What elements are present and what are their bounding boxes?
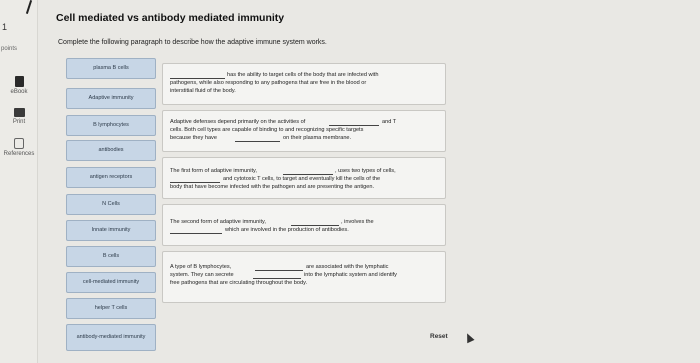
blank-8[interactable] bbox=[255, 265, 303, 271]
chip-antibody-mediated-immunity[interactable]: antibody-mediated immunity bbox=[66, 324, 156, 351]
blank-1[interactable] bbox=[170, 73, 225, 79]
panel5-text-3: system. They can secrete bbox=[170, 272, 234, 278]
print-label: Print bbox=[12, 119, 26, 125]
sentence-panel-2 bbox=[162, 110, 446, 152]
chip-innate-immunity[interactable]: Innate immunity bbox=[66, 220, 156, 241]
panel2-text-4: because they have bbox=[170, 135, 217, 141]
reset-button[interactable]: Reset bbox=[430, 333, 448, 340]
sentence-panel-3 bbox=[162, 157, 446, 199]
panel2-text-1: Adaptive defenses depend primarily on the activities of bbox=[170, 119, 306, 125]
blank-4[interactable] bbox=[283, 169, 333, 175]
blank-7[interactable] bbox=[170, 228, 222, 234]
sentence-panel-1 bbox=[162, 63, 446, 105]
chip-b-cells[interactable]: B cells bbox=[66, 246, 156, 267]
points-label: points bbox=[1, 46, 18, 52]
ebook-label: eBook bbox=[10, 89, 28, 95]
page-title: Cell mediated vs antibody mediated immunity bbox=[56, 12, 285, 24]
panel4-text-2: , involves the bbox=[341, 219, 374, 225]
panel3-text-4: body that have become infected with the pathogen and are presenting the antigen. bbox=[170, 184, 375, 190]
blank-6[interactable] bbox=[291, 220, 339, 226]
chip-plasma-b-cells[interactable]: plasma B cells bbox=[66, 58, 156, 79]
ebook-icon bbox=[15, 76, 24, 87]
panel3-text-3: and cytotoxic T cells, to target and eventually kill the cells of the bbox=[223, 176, 381, 182]
panel3-text-2: , uses two types of cells, bbox=[335, 168, 396, 174]
references-button[interactable] bbox=[0, 138, 38, 157]
panel2-text-5: on their plasma membrane. bbox=[283, 135, 352, 141]
ebook-button[interactable] bbox=[0, 76, 38, 95]
blank-3[interactable] bbox=[235, 136, 280, 142]
panel2-text-2: and T bbox=[382, 119, 397, 125]
left-rail bbox=[0, 0, 38, 363]
panel4-text-3: which are involved in the production of antibodies. bbox=[225, 227, 349, 233]
chip-cell-mediated-immunity[interactable]: cell-mediated immunity bbox=[66, 272, 156, 293]
chip-antibodies[interactable]: antibodies bbox=[66, 140, 156, 161]
panel1-text-3: interstitial fluid of the body. bbox=[170, 88, 236, 94]
sentence-panel-4 bbox=[162, 204, 446, 246]
panel4-text-1: The second form of adaptive immunity, bbox=[170, 219, 266, 225]
chip-b-lymphocytes[interactable]: B lymphocytes bbox=[66, 115, 156, 136]
blank-5[interactable] bbox=[170, 177, 220, 183]
panel2-text-3: cells. Both cell types are capable of binding to and recognizing specific targets bbox=[170, 127, 364, 133]
chip-adaptive-immunity[interactable]: Adaptive immunity bbox=[66, 88, 156, 109]
instruction-text: Complete the following paragraph to describe how the adaptive immune system works. bbox=[58, 39, 327, 46]
chip-n-cells[interactable]: N Cells bbox=[66, 194, 156, 215]
panel5-text-5: free pathogens that are circulating throughout the body. bbox=[170, 280, 308, 286]
print-button[interactable] bbox=[0, 108, 38, 125]
chip-antigen-receptors[interactable]: antigen receptors bbox=[66, 167, 156, 188]
panel1-text-2: pathogens, while also responding to any pathogens that are free in the blood or bbox=[170, 80, 367, 86]
references-label: References bbox=[3, 151, 35, 157]
panel5-text-2: are associated with the lymphatic bbox=[306, 264, 389, 270]
sentence-panel-5 bbox=[162, 251, 446, 303]
references-icon bbox=[14, 138, 24, 149]
blank-9[interactable] bbox=[253, 273, 301, 279]
panel5-text-4: into the lymphatic system and identify bbox=[304, 272, 397, 278]
panel3-text-1: The first form of adaptive immunity, bbox=[170, 168, 257, 174]
panel5-text-1: A type of B lymphocytes, bbox=[170, 264, 232, 270]
blank-2[interactable] bbox=[329, 120, 379, 126]
print-icon bbox=[14, 108, 25, 117]
panel1-text-1: has the ability to target cells of the body that are infected with bbox=[227, 72, 379, 78]
mouse-cursor-icon bbox=[463, 332, 474, 344]
question-number: 1 bbox=[2, 22, 8, 32]
chip-helper-t-cells[interactable]: helper T cells bbox=[66, 298, 156, 319]
